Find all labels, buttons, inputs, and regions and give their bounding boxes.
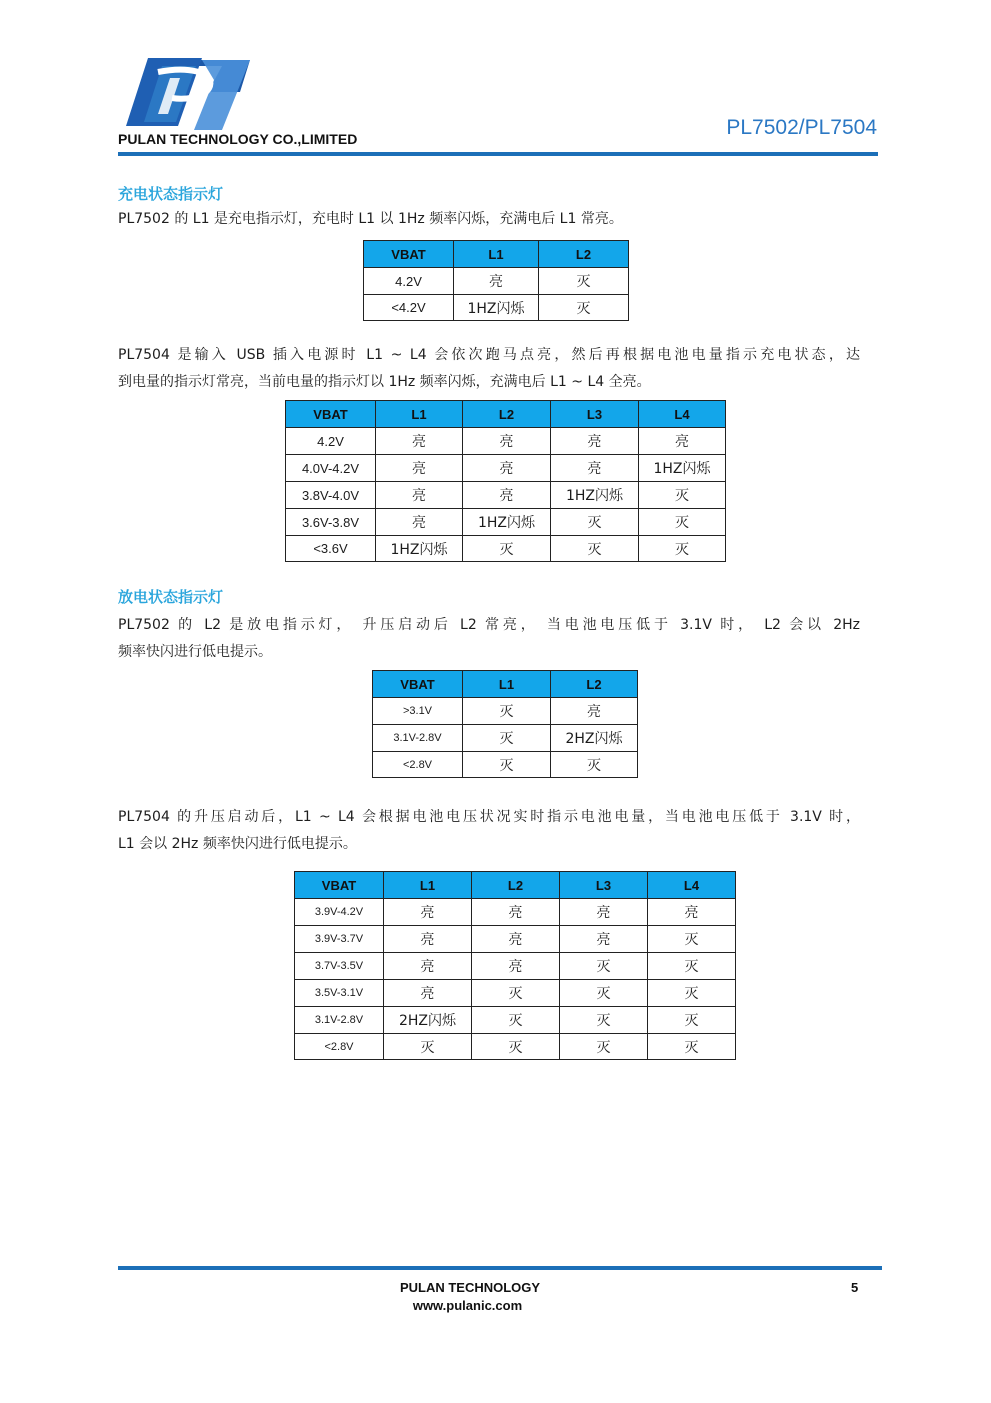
- charge-paragraph-2-line-1: PL7504 是输入 USB 插入电源时 L1 ~ L4 会依次跑马点亮，然后再根据电池电量指示充电状态，达: [118, 347, 860, 363]
- table-row: [295, 953, 736, 980]
- discharge-table-pl7504: [294, 871, 736, 1060]
- table-header: L1: [454, 241, 539, 268]
- table-header: L1: [384, 872, 472, 899]
- pulan-p-logo-icon: [118, 52, 250, 130]
- table-row: [364, 295, 629, 321]
- table-row: [286, 536, 726, 562]
- table-cell: 灭: [648, 1034, 736, 1060]
- table-cell: 亮: [376, 482, 463, 509]
- charge-heading: 充电状态指示灯: [118, 185, 224, 203]
- table-header: L2: [472, 872, 560, 899]
- table-header: L2: [551, 671, 638, 698]
- table-header: VBAT: [286, 401, 376, 428]
- table-cell: 1HZ闪烁: [551, 482, 639, 509]
- discharge-paragraph-1-line-1: PL7502 的 L2 是放电指示灯， 升压启动后 L2 常亮， 当电池电压低于 3.1V 时， L2 会以 2Hz: [118, 617, 860, 633]
- table-header: L4: [639, 401, 726, 428]
- table-cell: 3.1V-2.8V: [295, 1007, 384, 1034]
- table-cell: 亮: [472, 953, 560, 980]
- table-cell: 2HZ闪烁: [551, 725, 638, 752]
- table-row: [286, 455, 726, 482]
- table-cell: 1HZ闪烁: [454, 295, 539, 321]
- table-cell: 灭: [463, 536, 551, 562]
- discharge-heading: 放电状态指示灯: [118, 588, 224, 606]
- table-cell: 3.9V-3.7V: [295, 926, 384, 953]
- table-cell: 3.8V-4.0V: [286, 482, 376, 509]
- footer-divider: [118, 1266, 882, 1270]
- table-cell: 1HZ闪烁: [463, 509, 551, 536]
- table-cell: 1HZ闪烁: [376, 536, 463, 562]
- table-cell: 亮: [463, 428, 551, 455]
- table-cell: 灭: [384, 1034, 472, 1060]
- table-cell: 4.2V: [286, 428, 376, 455]
- company-name: PULAN TECHNOLOGY CO.,LIMITED: [118, 131, 358, 147]
- table-cell: 4.0V-4.2V: [286, 455, 376, 482]
- table-cell: 灭: [463, 752, 551, 778]
- charge-table-pl7502: [363, 240, 629, 321]
- table-cell: 亮: [648, 899, 736, 926]
- table-cell: 亮: [384, 899, 472, 926]
- table-cell: 亮: [551, 428, 639, 455]
- table-cell: 亮: [376, 509, 463, 536]
- table-cell: 灭: [551, 752, 638, 778]
- table-cell: 亮: [560, 926, 648, 953]
- table-cell: <3.6V: [286, 536, 376, 562]
- table-header: L1: [463, 671, 551, 698]
- table-cell: 灭: [472, 1034, 560, 1060]
- table-cell: 灭: [539, 268, 629, 295]
- table-cell: 4.2V: [364, 268, 454, 295]
- discharge-paragraph-1-line-2: 频率快闪进行低电提示。: [118, 644, 272, 660]
- table-cell: 灭: [560, 1007, 648, 1034]
- page-number: 5: [851, 1280, 859, 1295]
- table-row: [295, 926, 736, 953]
- table-row: [286, 509, 726, 536]
- table-cell: 亮: [463, 482, 551, 509]
- table-row: [295, 1034, 736, 1060]
- table-header: L3: [560, 872, 648, 899]
- table-row: [286, 482, 726, 509]
- table-header: L4: [648, 872, 736, 899]
- table-cell: 灭: [648, 980, 736, 1007]
- model-number: PL7502/PL7504: [726, 116, 877, 139]
- table-cell: 2HZ闪烁: [384, 1007, 472, 1034]
- charge-table-pl7504: [285, 400, 726, 562]
- table-cell: 灭: [551, 509, 639, 536]
- table-row: [295, 1007, 736, 1034]
- table-cell: 3.1V-2.8V: [373, 725, 463, 752]
- table-cell: 亮: [639, 428, 726, 455]
- table-header: VBAT: [364, 241, 454, 268]
- table-row: [295, 899, 736, 926]
- table-header: L1: [376, 401, 463, 428]
- footer-url: www.pulanic.com: [412, 1298, 523, 1313]
- table-row: [373, 725, 638, 752]
- table-cell: 3.9V-4.2V: [295, 899, 384, 926]
- table-row: [373, 752, 638, 778]
- table-cell: 灭: [648, 1007, 736, 1034]
- table-cell: >3.1V: [373, 698, 463, 725]
- table-row: [295, 980, 736, 1007]
- table-cell: 灭: [639, 536, 726, 562]
- table-cell: 亮: [384, 953, 472, 980]
- charge-paragraph-2-line-2: 到电量的指示灯常亮，当前电量的指示灯以 1Hz 频率闪烁，充满电后 L1 ~ L4 全亮。: [118, 374, 651, 390]
- table-header: L2: [463, 401, 551, 428]
- table-cell: 灭: [639, 482, 726, 509]
- table-cell: 灭: [463, 698, 551, 725]
- table-cell: 灭: [560, 953, 648, 980]
- table-cell: 灭: [551, 536, 639, 562]
- table-cell: 灭: [560, 1034, 648, 1060]
- table-cell: 亮: [472, 899, 560, 926]
- table-cell: 灭: [472, 1007, 560, 1034]
- discharge-paragraph-2-line-1: PL7504 的升压启动后，L1 ~ L4 会根据电池电压状况实时指示电池电量，当电池电压低于 3.1V 时，: [118, 809, 860, 825]
- table-cell: 1HZ闪烁: [639, 455, 726, 482]
- table-cell: 亮: [472, 926, 560, 953]
- table-cell: 3.5V-3.1V: [295, 980, 384, 1007]
- charge-paragraph-1: PL7502 的 L1 是充电指示灯，充电时 L1 以 1Hz 频率闪烁，充满电后 L1 常亮。: [118, 211, 623, 227]
- table-row: [373, 698, 638, 725]
- table-cell: 亮: [376, 455, 463, 482]
- table-cell: 亮: [384, 980, 472, 1007]
- table-cell: 亮: [551, 455, 639, 482]
- table-cell: 3.7V-3.5V: [295, 953, 384, 980]
- table-header: L2: [539, 241, 629, 268]
- table-cell: <2.8V: [373, 752, 463, 778]
- table-header: VBAT: [373, 671, 463, 698]
- table-cell: 灭: [648, 953, 736, 980]
- footer-company: PULAN TECHNOLOGY: [399, 1280, 541, 1295]
- table-cell: <2.8V: [295, 1034, 384, 1060]
- table-cell: 亮: [560, 899, 648, 926]
- table-cell: 灭: [648, 926, 736, 953]
- discharge-paragraph-2-line-2: L1 会以 2Hz 频率快闪进行低电提示。: [118, 836, 357, 852]
- table-cell: 亮: [463, 455, 551, 482]
- table-cell: 灭: [560, 980, 648, 1007]
- table-cell: 亮: [384, 926, 472, 953]
- table-cell: 灭: [463, 725, 551, 752]
- table-cell: 亮: [454, 268, 539, 295]
- table-cell: 3.6V-3.8V: [286, 509, 376, 536]
- table-cell: <4.2V: [364, 295, 454, 321]
- table-header: VBAT: [295, 872, 384, 899]
- discharge-table-pl7502: [372, 670, 638, 778]
- table-header: L3: [551, 401, 639, 428]
- table-cell: 灭: [472, 980, 560, 1007]
- table-cell: 灭: [639, 509, 726, 536]
- table-cell: 亮: [551, 698, 638, 725]
- table-row: [286, 428, 726, 455]
- table-cell: 灭: [539, 295, 629, 321]
- table-row: [364, 268, 629, 295]
- header-divider: [118, 152, 878, 156]
- table-cell: 亮: [376, 428, 463, 455]
